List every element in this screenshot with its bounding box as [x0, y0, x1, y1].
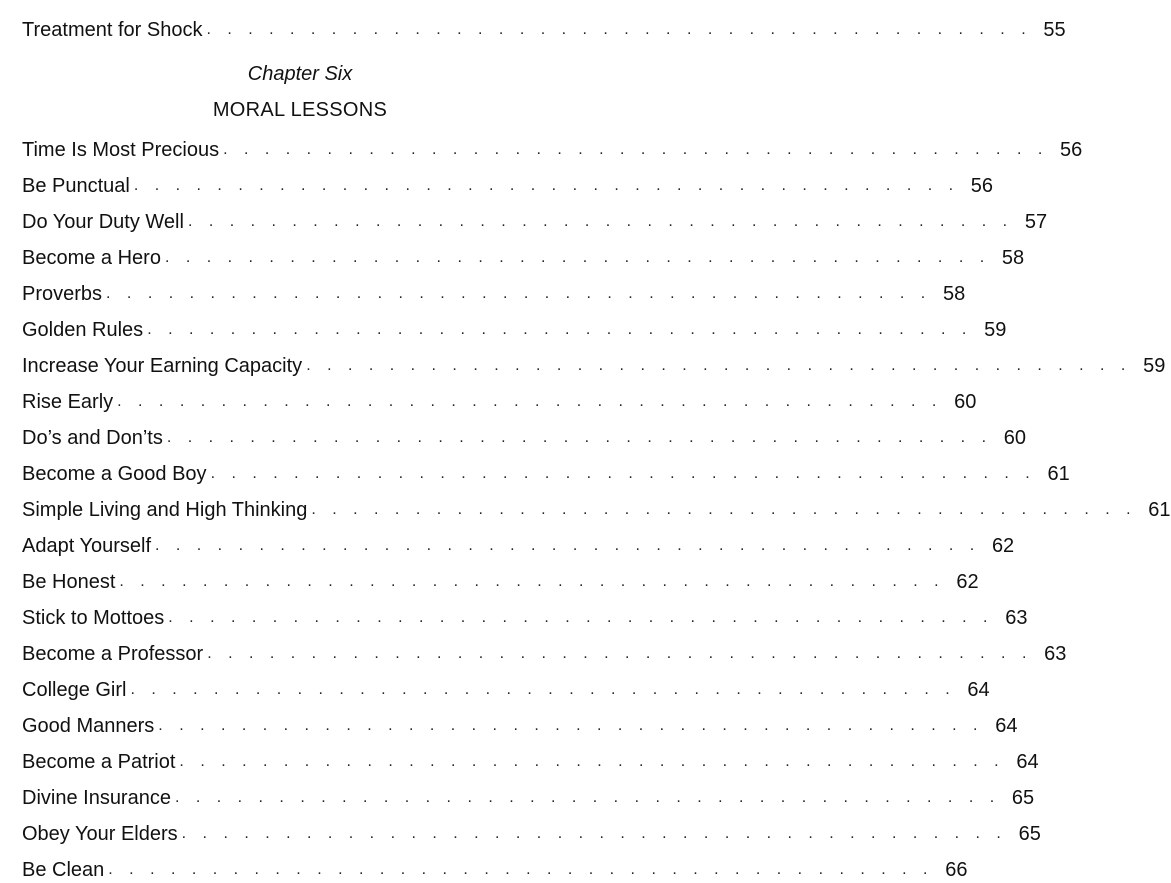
toc-entry-title: Golden Rules — [22, 319, 144, 341]
toc-entry-title: Become a Good Boy — [22, 463, 207, 485]
toc-entry-title: Be Clean — [22, 859, 105, 881]
toc-entry-title: Do Your Duty Well — [22, 211, 184, 233]
dot-leader: . . . . . . . . . . . . . . . . . . . . . . . . . . . . . . . . . . . . . . . . — [187, 213, 1014, 230]
toc-entry-page: 64 — [1016, 751, 1039, 773]
toc-entry — [22, 492, 1171, 522]
toc-entry-title: Treatment for Shock — [22, 19, 203, 41]
toc-entry-page: 63 — [1044, 643, 1067, 665]
dot-leader: . . . . . . . . . . . . . . . . . . . . . . . . . . . . . . . . . . . . . . . . — [117, 393, 943, 410]
toc-entry — [22, 744, 1039, 774]
toc-entry-page: 55 — [1043, 19, 1066, 41]
toc-entry-title: Be Punctual — [22, 175, 130, 197]
toc-entry-title: Become a Patriot — [22, 751, 176, 773]
dot-leader: . . . . . . . . . . . . . . . . . . . . . . . . . . . . . . . . . . . . . . . . — [133, 177, 960, 194]
dot-leader: . . . . . . . . . . . . . . . . . . . . . . . . . . . . . . . . . . . . . . . . — [306, 357, 1132, 374]
toc-entry-page: 65 — [1018, 823, 1041, 845]
toc-entry-title: Increase Your Earning Capacity — [22, 355, 303, 377]
toc-entry — [22, 384, 977, 414]
dot-leader: . . . . . . . . . . . . . . . . . . . . . . . . . . . . . . . . . . . . . . . . — [207, 645, 1033, 662]
toc-entry-title: Simple Living and High Thinking — [22, 499, 308, 521]
dot-leader: . . . . . . . . . . . . . . . . . . . . . . . . . . . . . . . . . . . . . . . . — [158, 717, 984, 734]
toc-entry — [22, 276, 966, 306]
toc-entry-page: 56 — [970, 175, 994, 197]
dot-leader: . . . . . . . . . . . . . . . . . . . . . . . . . . . . . . . . . . . . . . . . — [181, 825, 1007, 842]
toc-entry-page: 62 — [991, 535, 1015, 557]
dot-leader: . . . . . . . . . . . . . . . . . . . . . . . . . . . . . . . . . . . . . . . . — [130, 681, 956, 698]
toc-entry-title: Become a Hero — [22, 247, 161, 269]
toc-entry-page: 58 — [1001, 247, 1025, 269]
dot-leader: . . . . . . . . . . . . . . . . . . . . . . . . . . . . . . . . . . . . . . . . — [106, 285, 932, 302]
toc-entry-page: 60 — [954, 391, 977, 413]
toc-entry — [22, 852, 968, 882]
dot-leader: . . . . . . . . . . . . . . . . . . . . . . . . . . . . . . . . . . . . . . . . — [168, 609, 994, 626]
toc-entry-page: 58 — [942, 283, 966, 305]
toc-entry — [22, 780, 1035, 810]
toc-entry-title: Stick to Mottoes — [22, 607, 165, 629]
dot-leader: . . . . . . . . . . . . . . . . . . . . . . . . . . . . . . . . . . . . . . . . — [174, 789, 1001, 806]
dot-leader: . . . . . . . . . . . . . . . . . . . . . . . . . . . . . . . . . . . . . . . . — [223, 141, 1049, 158]
dot-leader: . . . . . . . . . . . . . . . . . . . . . . . . . . . . . . . . . . . . . . . . — [311, 501, 1137, 518]
dot-leader: . . . . . . . . . . . . . . . . . . . . . . . . . . . . . . . . . . . . . . . . — [179, 753, 1005, 770]
toc-entry-page: 63 — [1005, 607, 1028, 629]
toc-entry-title: Be Honest — [22, 571, 116, 593]
toc-entry-page: 60 — [1003, 427, 1027, 449]
toc-entry-title: Proverbs — [22, 283, 103, 305]
toc-entry-page: 64 — [995, 715, 1018, 737]
toc-entry — [22, 12, 1066, 42]
dot-leader: . . . . . . . . . . . . . . . . . . . . . . . . . . . . . . . . . . . . . . . . — [210, 465, 1036, 482]
dot-leader: . . . . . . . . . . . . . . . . . . . . . . . . . . . . . . . . . . . . . . . . — [108, 861, 934, 878]
toc-entry-title: Adapt Yourself — [22, 535, 151, 557]
dot-leader: . . . . . . . . . . . . . . . . . . . . . . . . . . . . . . . . . . . . . . . . — [155, 537, 981, 554]
toc-entry — [22, 708, 1018, 738]
toc-entry — [22, 312, 1007, 342]
toc-entry-page: 61 — [1047, 463, 1070, 485]
toc-entry — [22, 816, 1041, 846]
dot-leader: . . . . . . . . . . . . . . . . . . . . . . . . . . . . . . . . . . . . . . . . — [206, 21, 1032, 38]
toc-entry — [22, 456, 1070, 486]
toc-entry-title: Time Is Most Precious — [22, 139, 220, 161]
toc-entry-page: 57 — [1024, 211, 1048, 233]
dot-leader: . . . . . . . . . . . . . . . . . . . . . . . . . . . . . . . . . . . . . . . . — [147, 321, 973, 338]
toc-entry — [22, 240, 1025, 270]
dot-leader: . . . . . . . . . . . . . . . . . . . . . . . . . . . . . . . . . . . . . . . . — [119, 573, 945, 590]
toc-entry-title: Obey Your Elders — [22, 823, 178, 845]
toc-entry-page: 59 — [984, 319, 1007, 341]
toc-entry-title: Do’s and Don’ts — [22, 427, 163, 449]
toc-entry — [22, 672, 990, 702]
toc-entry — [22, 564, 979, 594]
toc-entry-title: Divine Insurance — [22, 787, 171, 809]
toc-entry-page: 61 — [1148, 499, 1171, 521]
toc-entry-page: 65 — [1011, 787, 1035, 809]
dot-leader: . . . . . . . . . . . . . . . . . . . . . . . . . . . . . . . . . . . . . . . . — [166, 429, 993, 446]
toc-entry — [22, 204, 1048, 234]
toc-entry-title: Rise Early — [22, 391, 114, 413]
toc-entry — [22, 528, 1015, 558]
toc-entry-title: Good Manners — [22, 715, 155, 737]
toc-entry — [22, 636, 1067, 666]
toc-entry — [22, 168, 994, 198]
dot-leader: . . . . . . . . . . . . . . . . . . . . . . . . . . . . . . . . . . . . . . . . — [164, 249, 991, 266]
toc-entry-page: 59 — [1143, 355, 1166, 377]
toc-entry-page: 62 — [956, 571, 979, 593]
toc-entry — [22, 420, 1027, 450]
toc-entry-page: 64 — [967, 679, 990, 701]
chapter-label: Chapter Six — [247, 63, 353, 85]
toc-entry-page: 56 — [1060, 139, 1083, 161]
toc-entry — [22, 600, 1028, 630]
chapter-title: MORAL LESSONS — [212, 99, 388, 121]
toc-entry-title: College Girl — [22, 679, 127, 701]
toc-entry — [22, 132, 1083, 162]
toc-entry-title: Become a Professor — [22, 643, 204, 665]
toc-entry — [22, 348, 1166, 378]
toc-entry-page: 66 — [945, 859, 968, 881]
